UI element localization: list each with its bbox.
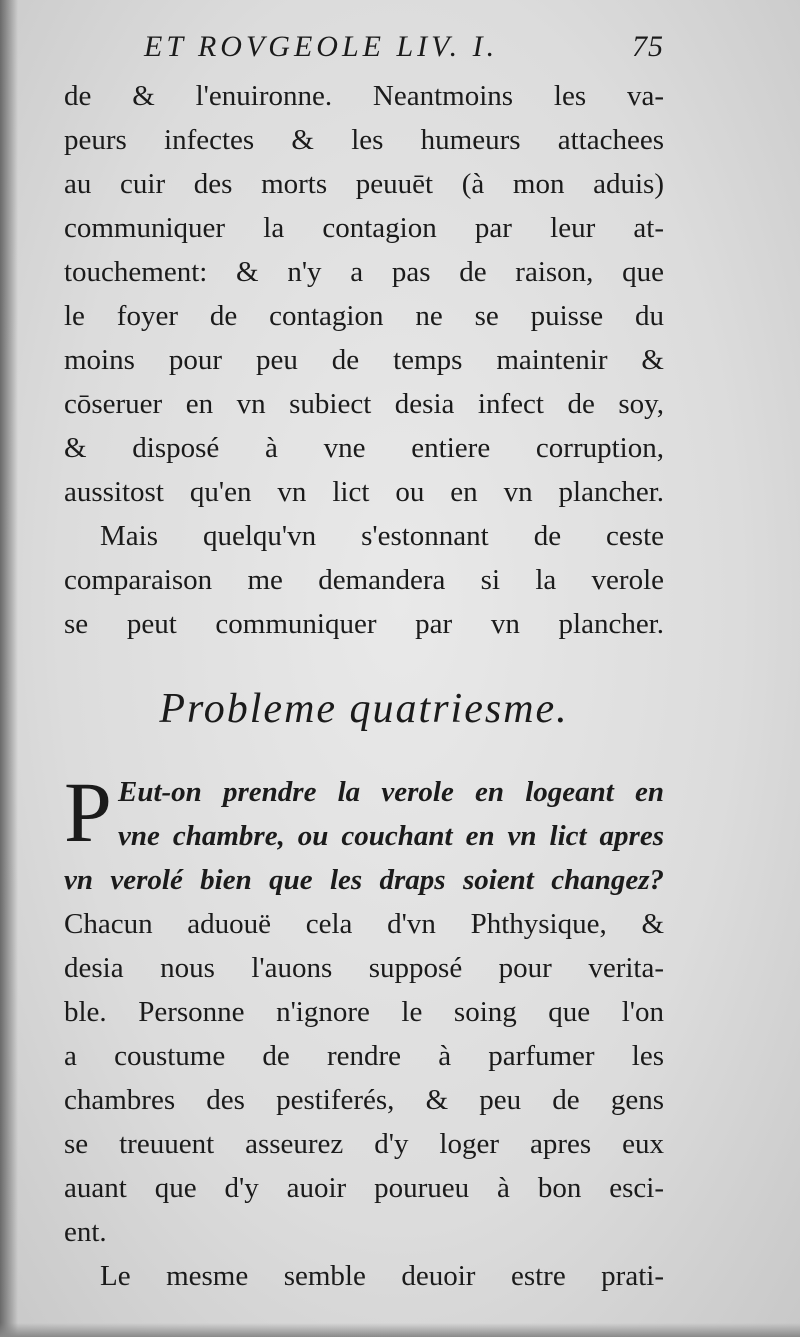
text-line: auant que d'y auoir pourueu à bon esci- bbox=[64, 1172, 664, 1204]
drop-cap-initial: P bbox=[64, 764, 112, 860]
text-line: au cuir des morts peuuēt (à mon aduis) bbox=[64, 168, 664, 200]
text-line: Le mesme semble deuoir estre prati- bbox=[100, 1260, 664, 1292]
text-line: Eut-on prendre la verole en logeant en bbox=[118, 776, 664, 808]
text-line: ble. Personne n'ignore le soing que l'on bbox=[64, 996, 664, 1028]
text-line: le foyer de contagion ne se puisse du bbox=[64, 300, 664, 332]
running-head-title: ET ROVGEOLE LIV. I. bbox=[144, 30, 499, 63]
text-line: moins pour peu de temps maintenir & bbox=[64, 344, 664, 376]
text-line: Mais quelqu'vn s'estonnant de ceste bbox=[100, 520, 664, 552]
text-line: ent. bbox=[64, 1216, 107, 1248]
running-head bbox=[64, 24, 664, 74]
section-heading: Probleme quatriesme. bbox=[159, 686, 569, 732]
paragraph-1 bbox=[64, 74, 664, 514]
text-line: vn verolé bien que les draps soient changez? bbox=[64, 864, 664, 896]
page-number: 75 bbox=[632, 30, 664, 63]
spacer bbox=[64, 646, 664, 674]
text-line: cōseruer en vn subiect desia infect de soy, bbox=[64, 388, 664, 420]
text-line: communiquer la contagion par leur at- bbox=[64, 212, 664, 244]
text-line: peurs infectes & les humeurs attachees bbox=[64, 124, 664, 156]
text-line: vne chambre, ou couchant en vn lict apres bbox=[118, 820, 664, 852]
problem-question bbox=[64, 764, 664, 902]
paragraph-2 bbox=[64, 514, 664, 646]
text-line: Chacun aduouë cela d'vn Phthysique, & bbox=[64, 908, 664, 940]
text-line: comparaison me demandera si la verole bbox=[64, 564, 664, 596]
paragraph-3 bbox=[64, 902, 664, 1254]
text-line: a coustume de rendre à parfumer les bbox=[64, 1040, 664, 1072]
text-line: de & l'enuironne. Neantmoins les va- bbox=[64, 80, 664, 112]
text-line: touchement: & n'y a pas de raison, que bbox=[64, 256, 664, 288]
paragraph-4 bbox=[64, 1254, 664, 1298]
text-block bbox=[64, 24, 664, 1298]
text-line: se treuuent asseurez d'y loger apres eux bbox=[64, 1128, 664, 1160]
text-line: aussitost qu'en vn lict ou en vn plancher. bbox=[64, 476, 664, 508]
text-line: se peut communiquer par vn plancher. bbox=[64, 608, 664, 640]
spacer bbox=[64, 744, 664, 770]
text-line: desia nous l'auons supposé pour verita- bbox=[64, 952, 664, 984]
text-line: chambres des pestiferés, & peu de gens bbox=[64, 1084, 664, 1116]
text-line: & disposé à vne entiere corruption, bbox=[64, 432, 664, 464]
